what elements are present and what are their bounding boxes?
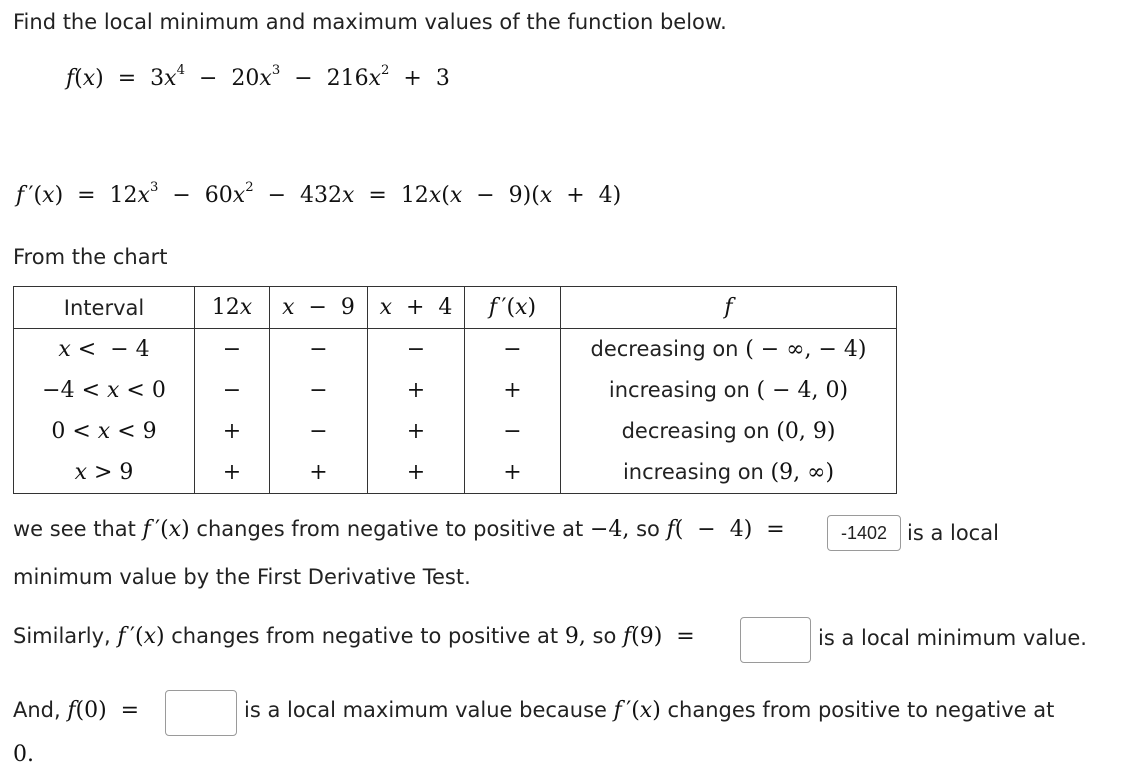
f-of-9-expression: f(9) = [623, 624, 695, 649]
header-f: f [561, 287, 897, 329]
answer-input-f-9[interactable] [740, 617, 811, 663]
f-prime-expression: f ′(x) [613, 698, 661, 723]
table-header-row [14, 287, 897, 329]
behavior-interval: ( − 4, 0) [756, 378, 849, 403]
conclusion-text: we see that [13, 517, 136, 541]
chart-intro: From the chart [13, 245, 168, 269]
behavior-interval: (0, 9) [776, 419, 836, 444]
f-prime-expression: f ′(x) [142, 517, 190, 542]
behavior-interval: ( − ∞, − 4) [745, 337, 867, 362]
sign-cell: + [195, 452, 270, 494]
sign-cell: − [270, 370, 368, 411]
answer-input-f-0[interactable] [165, 690, 237, 736]
conclusion-text: changes from negative to positive at [196, 517, 584, 541]
conclusion-text: is a local [907, 521, 999, 545]
header-x-minus-9: x − 9 [270, 287, 368, 329]
header-interval: Interval [14, 287, 195, 329]
sign-cell: − [465, 329, 561, 371]
table-row [14, 452, 897, 494]
conclusion-text: so [592, 624, 617, 648]
interval-cell: −4 < x < 0 [14, 370, 195, 411]
sign-cell: − [368, 329, 465, 371]
sign-cell: + [270, 452, 368, 494]
sign-cell: − [195, 370, 270, 411]
f-of-minus-4-expression: f( − 4) = [666, 517, 785, 542]
conclusion-text: is a local maximum value because [244, 698, 607, 722]
interval-cell: x < − 4 [14, 329, 195, 371]
answer-input-f-minus-4[interactable]: -1402 [827, 515, 901, 551]
sign-cell: + [368, 370, 465, 411]
sign-cell: − [195, 329, 270, 371]
f-of-0-expression: f(0) = [67, 698, 140, 723]
sign-cell: + [368, 452, 465, 494]
sign-cell: − [270, 411, 368, 452]
sign-cell: + [465, 370, 561, 411]
conclusion-local-max [13, 698, 139, 723]
conclusion-text: Similarly, [13, 624, 111, 648]
critical-point: −4, [589, 517, 630, 542]
critical-point: 0. [13, 742, 34, 767]
header-f-prime: f ′(x) [465, 287, 561, 329]
problem-prompt: Find the local minimum and maximum values of the function below. [13, 10, 727, 34]
conclusion-local-min-2 [13, 624, 695, 649]
sign-cell: − [270, 329, 368, 371]
table-row [14, 329, 897, 371]
sign-chart-table [13, 286, 897, 494]
behavior-cell [561, 329, 897, 371]
header-x-plus-4: x + 4 [368, 287, 465, 329]
behavior-cell [561, 411, 897, 452]
conclusion-text: so [636, 517, 660, 541]
behavior-cell [561, 370, 897, 411]
behavior-cell [561, 452, 897, 494]
derivative-equation: f $'(x) = 12x^3 - 60x^2 - 432x = 12x(x - 9)(x + 4)$ [16, 179, 622, 208]
conclusion-local-max-continued [244, 698, 1054, 723]
interval-cell: x > 9 [14, 452, 195, 494]
behavior-word: decreasing on [590, 337, 739, 361]
interval-cell: 0 < x < 9 [14, 411, 195, 452]
conclusion-local-min-1 [13, 517, 785, 542]
f-prime-expression: f ′(x) [117, 624, 165, 649]
behavior-word: increasing on [608, 378, 750, 402]
table-row [14, 411, 897, 452]
header-12x: 12x [195, 287, 270, 329]
conclusion-text: changes from positive to negative at [667, 698, 1055, 722]
sign-cell: + [465, 452, 561, 494]
function-equation: $f(x) = 3x^4 - 20x^3 - 216x^2 + 3$ [66, 62, 450, 91]
conclusion-text: minimum value by the First Derivative Test. [13, 565, 471, 589]
behavior-word: increasing on [622, 460, 764, 484]
conclusion-text: changes from negative to positive at [171, 624, 559, 648]
conclusion-text: is a local minimum value. [818, 626, 1087, 650]
table-row [14, 370, 897, 411]
critical-point: 9, [564, 624, 586, 649]
behavior-interval: (9, ∞) [770, 460, 835, 485]
sign-cell: + [368, 411, 465, 452]
sign-cell: − [465, 411, 561, 452]
conclusion-text: And, [13, 698, 61, 722]
sign-cell: + [195, 411, 270, 452]
behavior-word: decreasing on [621, 419, 770, 443]
